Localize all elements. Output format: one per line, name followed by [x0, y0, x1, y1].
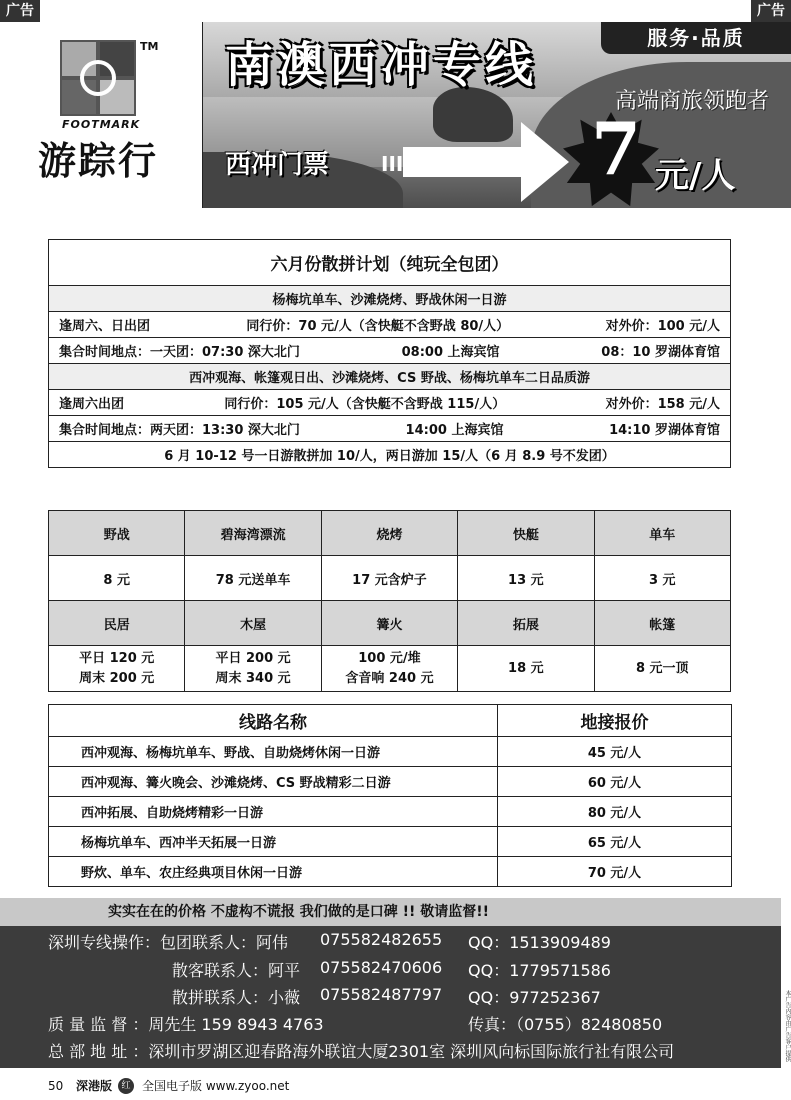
route-price: 80 元/人 — [498, 797, 732, 827]
contact-line-1-qq: QQ：1513909489 — [468, 933, 611, 952]
plan-table — [48, 239, 731, 468]
table-row — [49, 827, 732, 857]
contact-line-3-phone: 075582487797 — [320, 985, 443, 1004]
footer — [0, 1072, 781, 1100]
item-head: 碧海湾漂流 — [185, 511, 321, 556]
day1-peer-price: 同行价：70 元/人（含快艇不含野战 80/人） — [246, 319, 510, 334]
day2-price-row — [49, 390, 731, 416]
hq-address: 总 部 地 址 ：深圳市罗湖区迎春路海外联谊大厦2301室 深圳风向标国际旅行社有限公司 — [48, 1042, 675, 1061]
day1-price-row — [49, 312, 731, 338]
day2-peer-price: 同行价：105 元/人（含快艇不含野战 115/人） — [224, 397, 506, 412]
logo-chinese: 游踪行 — [38, 139, 159, 183]
logo — [0, 22, 203, 208]
route-price-header: 地接报价 — [498, 705, 732, 737]
fax: 传真：（0755）82480850 — [468, 1015, 663, 1034]
ticket-label: 西冲门票 — [225, 150, 330, 180]
day1-public-price: 对外价：100 元/人 — [605, 319, 720, 334]
contact-line-3-qq: QQ：977252367 — [468, 988, 601, 1007]
contact-line-1-phone: 075582482655 — [320, 930, 443, 949]
day1-meet-row — [49, 338, 731, 364]
route-price: 65 元/人 — [498, 827, 732, 857]
slogan: 高端商旅领跑者 — [614, 89, 769, 114]
day2-meet-2: 14:00 上海宾馆 — [405, 423, 504, 438]
route-name: 西冲拓展、自助烧烤精彩一日游 — [49, 797, 498, 827]
route-name: 西冲观海、杨梅坑单车、野战、自助烧烤休闲一日游 — [49, 737, 498, 767]
day1-title: 杨梅坑单车、沙滩烧烤、野战休闲一日游 — [49, 286, 731, 312]
item-head: 快艇 — [458, 511, 594, 556]
footmark-logo-icon — [60, 40, 136, 116]
item-head: 野战 — [49, 511, 185, 556]
side-note: 本广告内容由广告客户提供 — [784, 990, 791, 1062]
arrow-shaft-icon — [403, 147, 523, 177]
price-unit: 元/人 — [655, 156, 736, 196]
rock-image — [433, 87, 513, 142]
banner-title: 南澳西冲专线 — [225, 37, 538, 93]
day1-schedule: 逢周六、日出团 — [59, 319, 151, 334]
route-name: 杨梅坑单车、西冲半天拓展一日游 — [49, 827, 498, 857]
table-row — [49, 737, 732, 767]
item-head: 烧烤 — [321, 511, 457, 556]
ad-tag-left: 广告 — [0, 0, 40, 22]
ticket-bars: III — [381, 152, 404, 176]
hong-badge-icon: 红 — [118, 1078, 134, 1094]
day2-schedule: 逢周六出团 — [59, 397, 125, 412]
day1-meet-1: 集合时间地点：一天团：07:30 深大北门 — [59, 345, 300, 360]
route-name: 西冲观海、篝火晚会、沙滩烧烤、CS 野战精彩二日游 — [49, 767, 498, 797]
arrow-head-icon — [521, 122, 569, 202]
route-name-header: 线路名称 — [49, 705, 498, 737]
route-price: 60 元/人 — [498, 767, 732, 797]
plan-title: 六月份散拼计划（纯玩全包团） — [49, 240, 731, 286]
route-price: 70 元/人 — [498, 857, 732, 887]
table-row — [49, 797, 732, 827]
quality-supervisor: 质 量 监 督 ：周先生 159 8943 4763 — [48, 1015, 324, 1034]
item-head: 单车 — [594, 511, 730, 556]
contact-panel — [0, 926, 781, 1068]
price-number: 7 — [591, 106, 642, 191]
day2-title: 西冲观海、帐篷观日出、沙滩烧烤、CS 野战、杨梅坑单车二日品质游 — [49, 364, 731, 390]
item-value: 8 元一顶 — [594, 646, 730, 692]
items-table — [48, 510, 731, 692]
motto-bar: 实实在在的价格 不虚构不谎报 我们做的是口碑 !! 敬请监督!! — [0, 898, 781, 926]
table-row — [49, 767, 732, 797]
contact-line-2-label: 散客联系人：阿平 — [172, 961, 301, 980]
contact-line-2-qq: QQ：1779571586 — [468, 961, 611, 980]
item-value: 18 元 — [458, 646, 594, 692]
logo-english: FOOTMARK — [62, 118, 141, 131]
trademark: TM — [140, 40, 159, 53]
route-price: 45 元/人 — [498, 737, 732, 767]
day2-public-price: 对外价：158 元/人 — [605, 397, 720, 412]
contact-line-3-label: 散拼联系人：小薇 — [172, 988, 301, 1007]
item-head: 木屋 — [185, 601, 321, 646]
service-badge: 服务·品质 — [601, 22, 791, 54]
item-head: 民居 — [49, 601, 185, 646]
routes-table — [48, 704, 732, 887]
item-head: 拓展 — [458, 601, 594, 646]
item-value: 平日 200 元 周末 340 元 — [185, 646, 321, 692]
item-value: 13 元 — [458, 556, 594, 601]
banner — [203, 22, 791, 208]
day2-meet-1: 集合时间地点：两天团：13:30 深大北门 — [59, 423, 300, 438]
contact-line-2-phone: 075582470606 — [320, 958, 443, 977]
day2-meet-3: 14:10 罗湖体育馆 — [609, 423, 720, 438]
plan-note: 6 月 10-12 号一日游散拼加 10/人，两日游加 15/人（6 月 8.9 号不发团） — [49, 442, 731, 468]
edition: 深港版 — [76, 1079, 113, 1093]
website[interactable]: 全国电子版 www.zyoo.net — [142, 1079, 290, 1093]
table-row — [49, 857, 732, 887]
item-value: 100 元/堆 含音响 240 元 — [321, 646, 457, 692]
header — [0, 22, 791, 208]
day1-meet-2: 08:00 上海宾馆 — [401, 345, 500, 360]
day2-meet-row — [49, 416, 731, 442]
item-value: 平日 120 元 周末 200 元 — [49, 646, 185, 692]
item-value: 3 元 — [594, 556, 730, 601]
ad-tag-right: 广告 — [751, 0, 791, 22]
item-value: 8 元 — [49, 556, 185, 601]
page-number: 50 — [48, 1079, 64, 1093]
item-head: 帐篷 — [594, 601, 730, 646]
day1-meet-3: 08：10 罗湖体育馆 — [601, 345, 720, 360]
item-value: 78 元送单车 — [185, 556, 321, 601]
item-value: 17 元含炉子 — [321, 556, 457, 601]
contact-line-1-label: 深圳专线操作：包团联系人：阿伟 — [48, 933, 289, 952]
item-head: 篝火 — [321, 601, 457, 646]
route-name: 野炊、单车、农庄经典项目休闲一日游 — [49, 857, 498, 887]
